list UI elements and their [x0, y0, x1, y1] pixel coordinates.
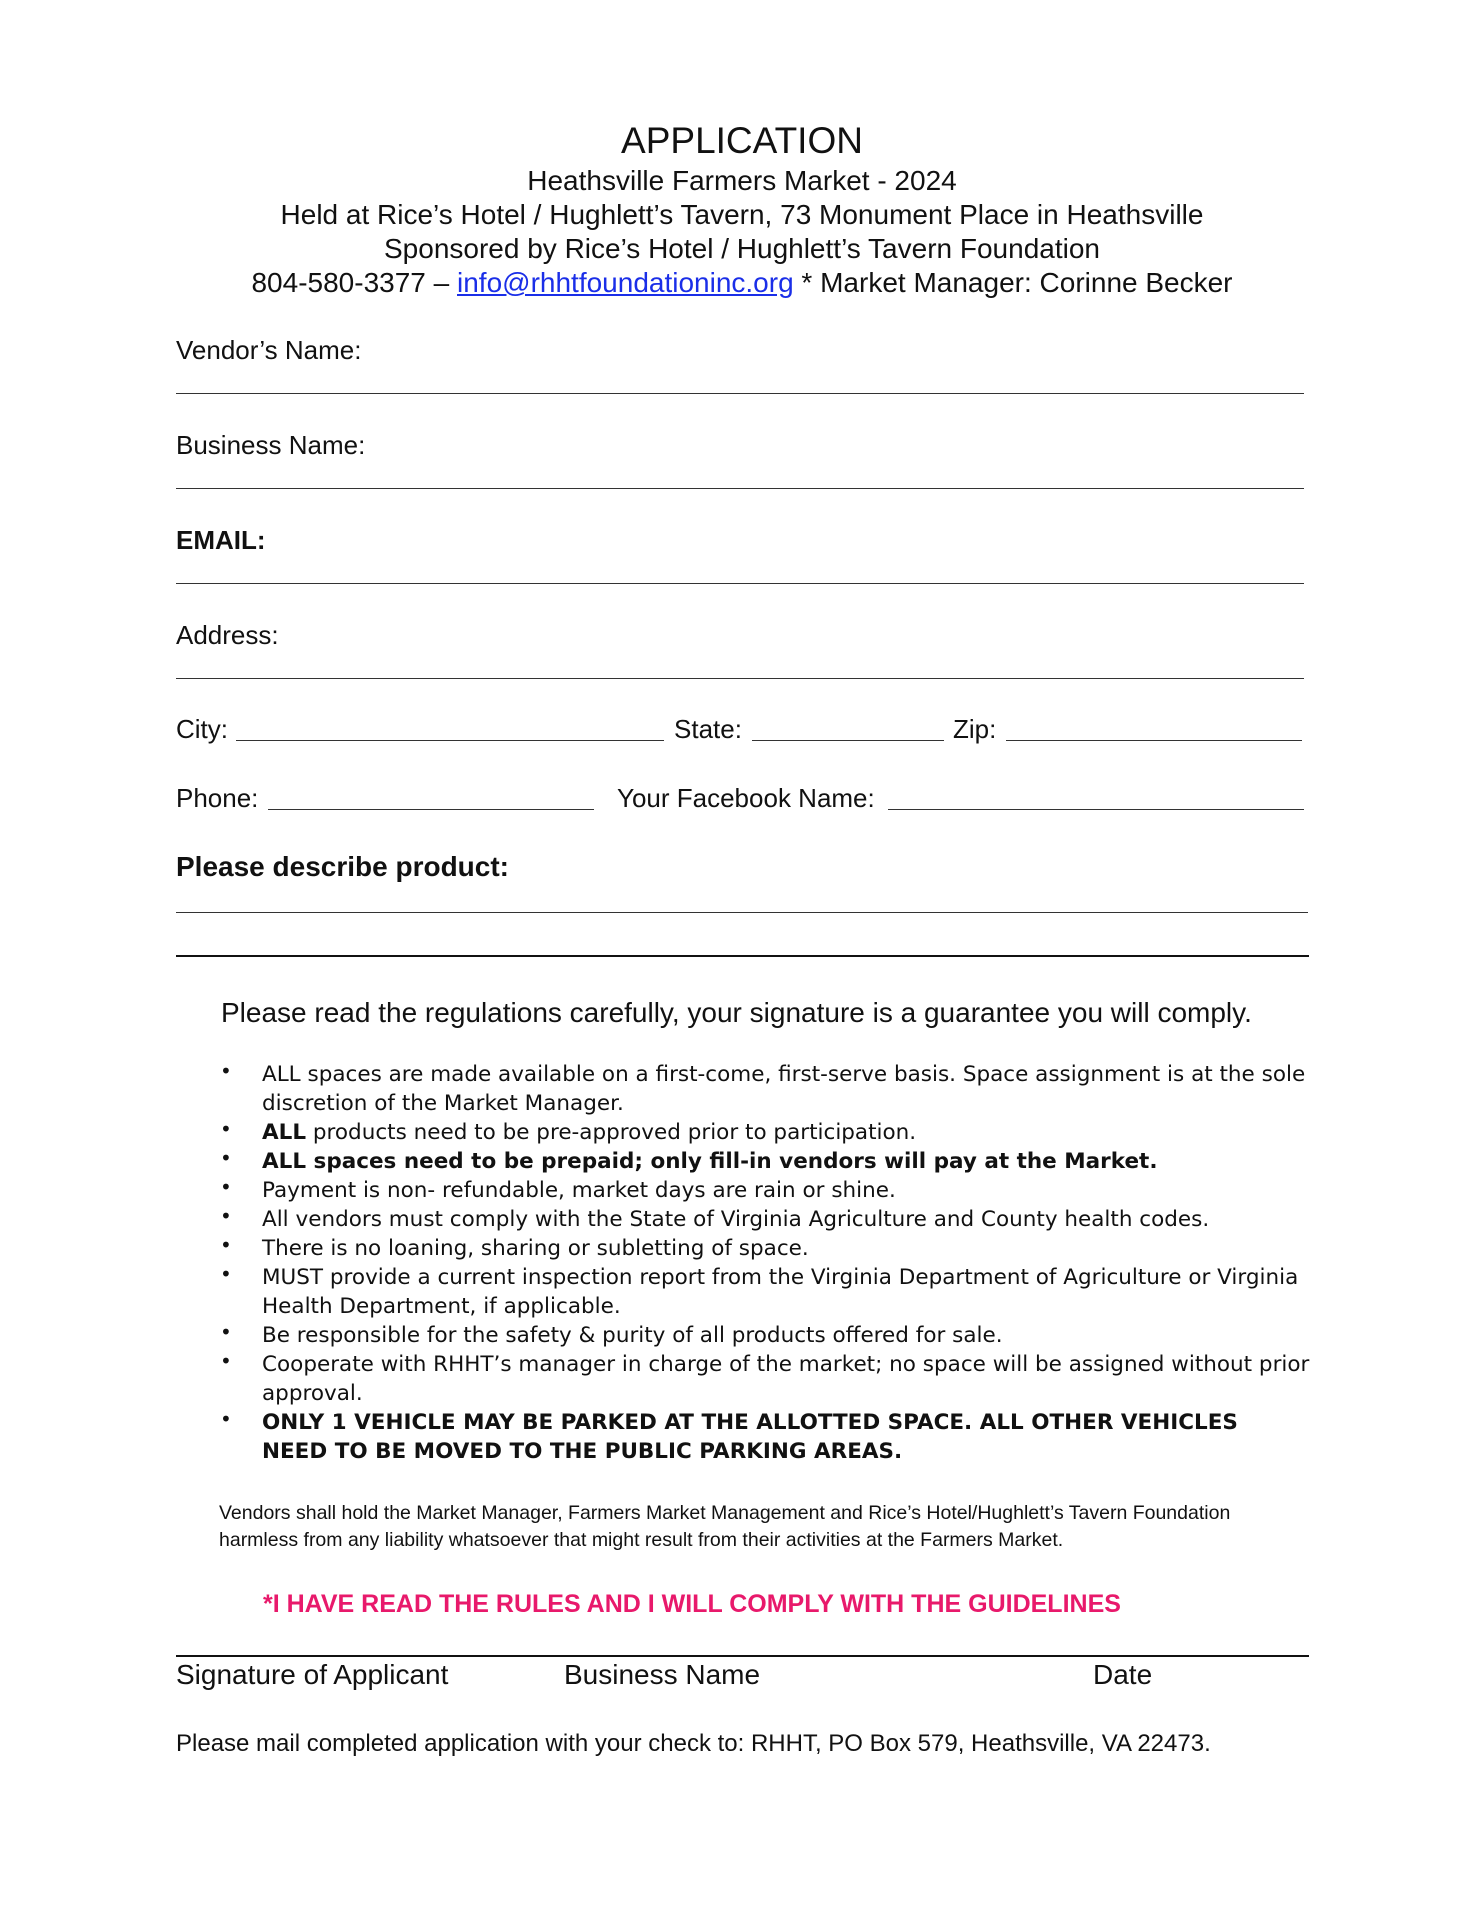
signature-line[interactable]	[176, 1655, 1309, 1657]
phone-field[interactable]	[268, 809, 594, 810]
city-field[interactable]	[236, 740, 664, 741]
market-sponsor: Sponsored by Rice’s Hotel / Hughlett’s Tavern Foundation	[384, 233, 1100, 264]
contact-email-link[interactable]: info@rhhtfoundationinc.org	[457, 267, 794, 298]
rule-item: • All vendors must comply with the State of Virginia Agriculture and County health codes.	[220, 1205, 1310, 1234]
signature-applicant-label: Signature of Applicant	[176, 1659, 449, 1690]
vendor-name-field[interactable]	[176, 393, 1304, 394]
facebook-field[interactable]	[888, 809, 1304, 810]
liability-disclaimer: Vendors shall hold the Market Manager, Farmers Market Management and Rice’s Hotel/Hughlett’s Tavern Foundation harmless from any liability whatsoever that might result from their activities at the Farmers Market.	[219, 1502, 1231, 1551]
product-field-line-1[interactable]	[176, 912, 1308, 913]
state-field[interactable]	[752, 740, 944, 741]
business-name-field[interactable]	[176, 488, 1304, 489]
zip-field[interactable]	[1006, 740, 1302, 741]
rule-item: • ALL spaces are made available on a first-come, first-serve basis. Space assignment is at the sole discretion of the Market Manager.	[220, 1060, 1310, 1118]
compliance-statement: *I HAVE READ THE RULES AND I WILL COMPLY WITH THE GUIDELINES	[263, 1590, 1121, 1618]
email-field[interactable]	[176, 583, 1304, 584]
address-label: Address:	[176, 620, 279, 650]
market-location: Held at Rice’s Hotel / Hughlett’s Tavern, 73 Monument Place in Heathsville	[280, 199, 1204, 230]
product-field-line-2[interactable]	[176, 955, 1309, 957]
page-title: APPLICATION	[621, 120, 863, 161]
rule-item: • ALL spaces need to be prepaid; only fill-in vendors will pay at the Market.	[220, 1147, 1310, 1176]
signature-date-label: Date	[1093, 1659, 1153, 1690]
rule-item: • Be responsible for the safety & purity of all products offered for sale.	[220, 1321, 1310, 1350]
rule-item: • ONLY 1 VEHICLE MAY BE PARKED AT THE ALLOTTED SPACE. ALL OTHER VEHICLES NEED TO BE MOVED TO THE PUBLIC PARKING AREAS.	[220, 1408, 1310, 1466]
rule-item: • There is no loaning, sharing or subletting of space.	[220, 1234, 1310, 1263]
market-manager: * Market Manager: Corinne Becker	[793, 267, 1233, 298]
regulations-list	[220, 1060, 1310, 1466]
rule-item: • MUST provide a current inspection report from the Virginia Department of Agriculture or Virginia Health Department, if applicable.	[220, 1263, 1310, 1321]
facebook-label: Your Facebook Name:	[617, 783, 875, 813]
contact-phone: 804-580-3377 –	[251, 267, 457, 298]
address-field[interactable]	[176, 678, 1304, 679]
vendor-name-label: Vendor’s Name:	[176, 335, 362, 365]
zip-label: Zip:	[953, 714, 997, 744]
phone-label: Phone:	[176, 783, 259, 813]
signature-business-label: Business Name	[564, 1659, 761, 1690]
rule-item: • Payment is non- refundable, market days are rain or shine.	[220, 1176, 1310, 1205]
market-name: Heathsville Farmers Market - 2024	[527, 165, 957, 196]
product-label: Please describe product:	[176, 851, 510, 882]
business-name-label: Business Name:	[176, 430, 366, 460]
city-label: City:	[176, 714, 228, 744]
mailing-instructions: Please mail completed application with your check to: RHHT, PO Box 579, Heathsville, VA 22473.	[176, 1730, 1211, 1757]
email-label: EMAIL:	[176, 525, 266, 555]
rule-item: • Cooperate with RHHT’s manager in charge of the market; no space will be assigned without prior approval.	[220, 1350, 1310, 1408]
contact-line	[0, 267, 1484, 299]
state-label: State:	[674, 714, 742, 744]
rule-item: • ALL products need to be pre-approved prior to participation.	[220, 1118, 1310, 1147]
regulations-intro: Please read the regulations carefully, your signature is a guarantee you will comply.	[221, 997, 1252, 1028]
